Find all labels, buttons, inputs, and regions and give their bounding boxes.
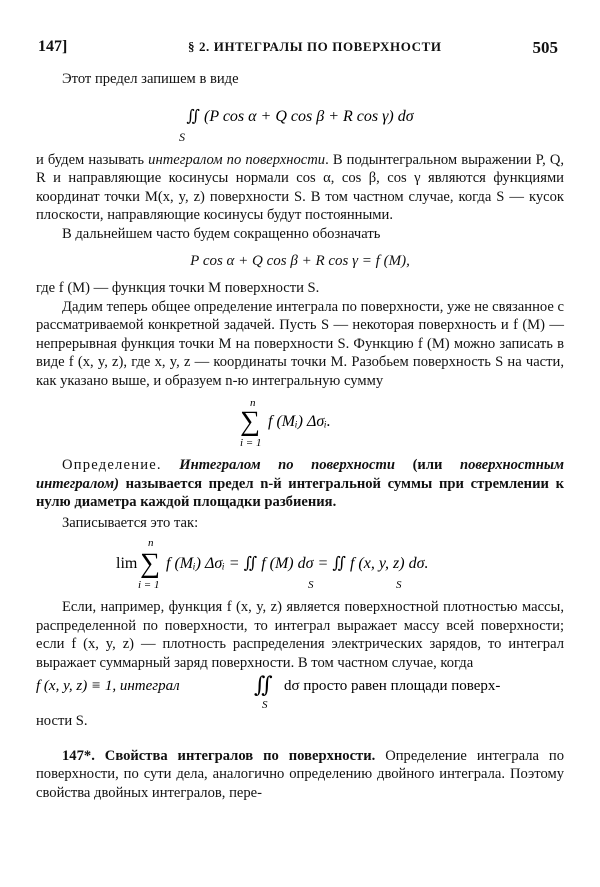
page-body: [36, 70, 564, 802]
definition-or: (или: [395, 457, 460, 473]
formula1-subscript: S: [179, 129, 185, 144]
inline-f-equiv: f (x, y, z) ≡ 1, интеграл: [36, 678, 180, 694]
inline-area-formula-svg: [36, 672, 564, 712]
formula-fm: [36, 251, 564, 271]
paragraph-physical-meaning: Если, например, функция f (x, y, z) является поверхностной плотностью массы, распределенной по поверхности, то интеграл выражает массу всей поверхности; если f (x, y, z) — плотность распределения электрических зарядов, то интеграл выражает суммарный заряд поверхности. В том частном случае, когда: [36, 599, 564, 671]
formula4-sum-bottom: i = 1: [138, 579, 160, 591]
section-number: 147*.: [62, 747, 95, 764]
section-running-title: § 2. ИНТЕГРАЛЫ ПО ПОВЕРХНОСТИ: [188, 39, 442, 54]
section-title: Свойства интегралов по поверхности.: [94, 747, 376, 764]
definition-alt-term: поверхностным интегралом): [36, 457, 564, 492]
formula4-sub-s1: S: [308, 579, 314, 591]
formula4-sum-top: n: [148, 537, 154, 549]
p2-c: . В подынтегральном выражении P, Q, R и направляющие косинусы нормали cos α, cos β, cos γ являются функциями координат точки M(x, y, z) поверхности S. В том частном случае, когда S — кусок плоскости, направляющие косинусы будут постоянными.: [36, 151, 565, 223]
formula-limit-svg: [36, 536, 564, 592]
sum-upper-limit: n: [250, 397, 256, 409]
paragraph-fm-def: где f (M) — функция точки M поверхности S.: [36, 280, 320, 296]
page-left-number: 147]: [38, 38, 68, 55]
paragraph-end: ности S.: [36, 713, 88, 729]
page-header: [38, 38, 558, 60]
formula4-sub-s2: S: [396, 579, 402, 591]
definition-label: Определение.: [62, 457, 162, 473]
paragraph-general-definition: Дадим теперь общее определение интеграла по поверхности, уже не связанное с рассматриваемой конкретной задачей. Пусть S — некоторая поверхность и f (M) — непрерывная функция точки M на поверхности S. Функцию f (M) можно записать в виде f (x, y, z), где x, y, z — координаты точки M. Разобьем поверхность S на части, как указано выше, и образуем n-ю интегральную сумму: [36, 298, 564, 389]
paragraph-definition-name: [36, 151, 564, 225]
formula-surface-integral: [36, 93, 564, 145]
inline-area-formula: [36, 672, 564, 712]
formula3-text: f (Mᵢ) Δσᵢ.: [268, 413, 331, 430]
intro-paragraph: Этот предел запишем в виде: [62, 71, 239, 87]
formula4-sum-sign: ∑: [140, 548, 160, 579]
sum-lower-limit: i = 1: [240, 437, 262, 449]
formula2-text: P cos α + Q cos β + R cos γ = f (M),: [190, 253, 410, 269]
definition-text: называется предел n-й интегральной суммы при стремлении к нулю диаметра каждой площадки разбиения.: [36, 475, 564, 510]
formula-surface-integral-svg: [36, 93, 564, 145]
paragraph-notation: В дальнейшем часто будем сокращенно обозначать: [62, 225, 381, 242]
formula-integral-sum: [36, 396, 564, 450]
paragraph-written-as: Записывается это так:: [62, 514, 199, 531]
page-number: 505: [532, 38, 558, 57]
p2-a: и будем называть: [36, 151, 149, 168]
inline-sub-s: S: [262, 699, 268, 711]
formula1-text: ∬ (P cos α + Q cos β + R cos γ) dσ: [186, 107, 414, 125]
formula-integral-sum-svg: [36, 396, 564, 450]
definition-term: Интегралом по поверхности: [161, 457, 396, 473]
formula-limit: [36, 536, 564, 592]
sum-sign: ∑: [240, 406, 260, 437]
section-147: [36, 747, 564, 803]
formula4-lim: lim: [116, 555, 138, 572]
formula4-text: f (Mᵢ) Δσᵢ = ∬ f (M) dσ = ∬ f (x, y, z) dσ.: [166, 555, 429, 572]
paragraph-definition: [36, 456, 564, 512]
term-surface-integral: интегралом по поверхности: [148, 151, 326, 168]
inline-double-integral: ∬: [254, 672, 273, 697]
section-text: Определение интеграла по поверхности, по сути дела, аналогично определению двойного интеграла. Поэтому свойства двойных интегралов, пере-: [36, 747, 564, 801]
inline-rest: dσ просто равен площади поверх-: [284, 678, 501, 694]
